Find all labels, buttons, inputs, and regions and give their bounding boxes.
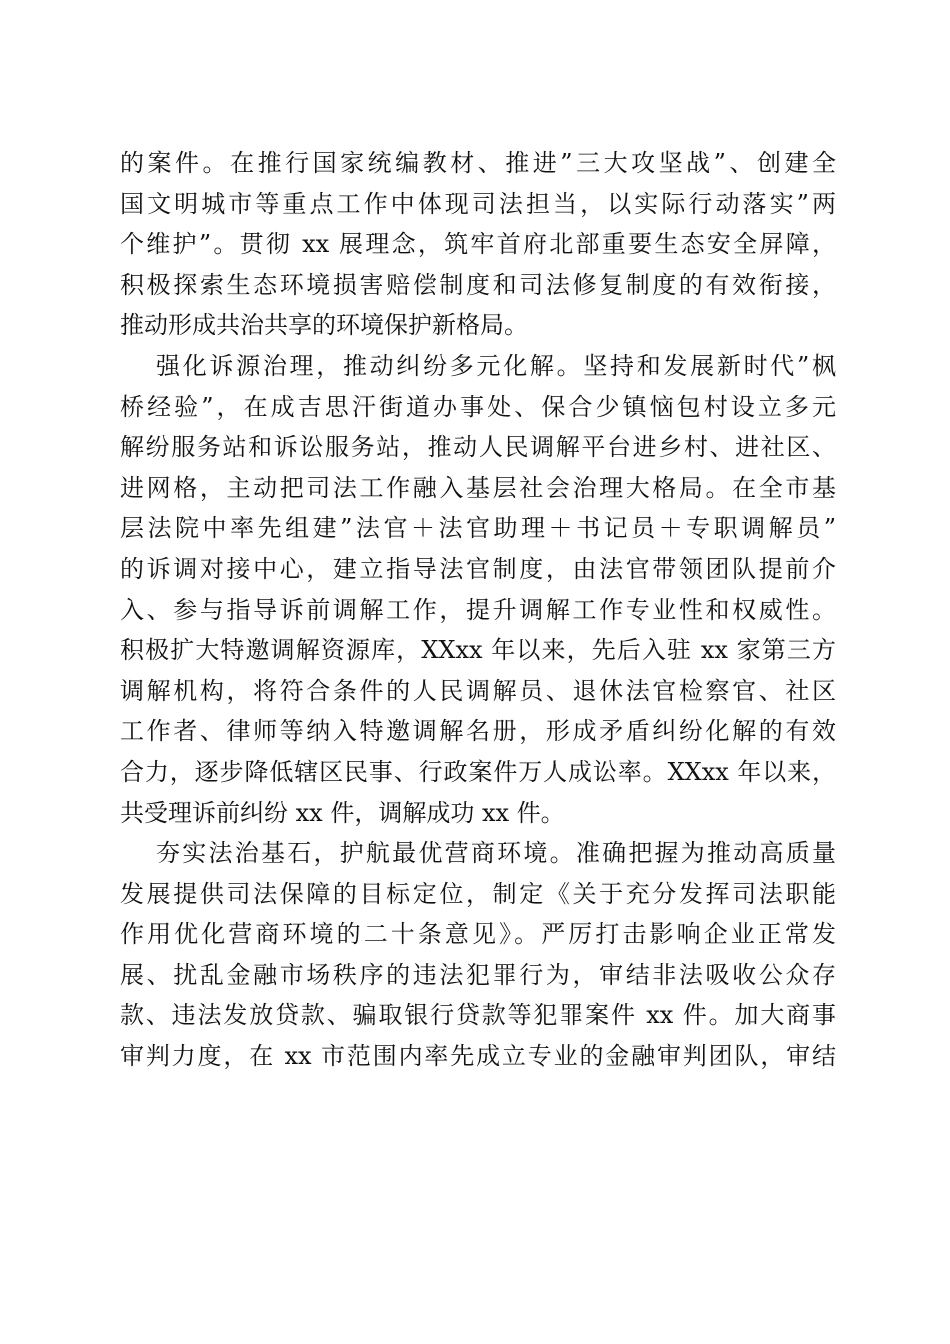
text-line: 个维护”。贯彻 xx 展理念，筑牢首府北部重要生态安全屏障，: [120, 230, 836, 259]
text-line: 积极探索生态环境损害赔偿制度和司法修复制度的有效衔接，: [120, 270, 836, 299]
text-line: 强化诉源治理，推动纠纷多元化解。坚持和发展新时代”枫: [156, 351, 836, 380]
text-line: 推动形成共治共享的环境保护新格局。: [120, 311, 528, 340]
text-line: 积极扩大特邀调解资源库，XXxx 年以来，先后入驻 xx 家第三方: [120, 636, 836, 665]
text-line: 调解机构，将符合条件的人民调解员、退休法官检察官、社区: [120, 676, 836, 705]
text-line: 作用优化营商环境的二十条意见》。严厉打击影响企业正常发: [120, 920, 836, 949]
text-line: 夯实法治基石，护航最优营商环境。准确把握为推动高质量: [156, 839, 836, 868]
text-line: 合力，逐步降低辖区民事、行政案件万人成讼率。XXxx 年以来，: [120, 757, 836, 786]
text-line: 的诉调对接中心，建立指导法官制度，由法官带领团队提前介: [120, 554, 836, 583]
text-line: 进网格，主动把司法工作融入基层社会治理大格局。在全市基: [120, 473, 836, 502]
text-line: 解纷服务站和诉讼服务站，推动人民调解平台进乡村、进社区、: [120, 433, 836, 462]
text-line: 审判力度，在 xx 市范围内率先成立专业的金融审判团队，审结: [120, 1042, 836, 1071]
text-line: 工作者、律师等纳入特邀调解名册，形成矛盾纠纷化解的有效: [120, 717, 836, 746]
text-line: 的案件。在推行国家统编教材、推进”三大攻坚战”、创建全: [120, 149, 836, 177]
text-line: 发展提供司法保障的目标定位，制定《关于充分发挥司法职能: [120, 879, 836, 908]
text-line: 层法院中率先组建”法官＋法官助理＋书记员＋专职调解员”: [120, 514, 836, 543]
text-line: 共受理诉前纠纷 xx 件，调解成功 xx 件。: [120, 798, 565, 827]
text-line: 桥经验”，在成吉思汗街道办事处、保合少镇恼包村设立多元: [120, 392, 836, 421]
text-line: 款、违法发放贷款、骗取银行贷款等犯罪案件 xx 件。加大商事: [120, 1001, 836, 1030]
text-line: 入、参与指导诉前调解工作，提升调解工作专业性和权威性。: [120, 595, 836, 624]
text-line: 国文明城市等重点工作中体现司法担当，以实际行动落实”两: [120, 189, 836, 218]
document-body: [120, 143, 836, 1077]
text-line: 展、扰乱金融市场秩序的违法犯罪行为，审结非法吸收公众存: [120, 960, 836, 989]
